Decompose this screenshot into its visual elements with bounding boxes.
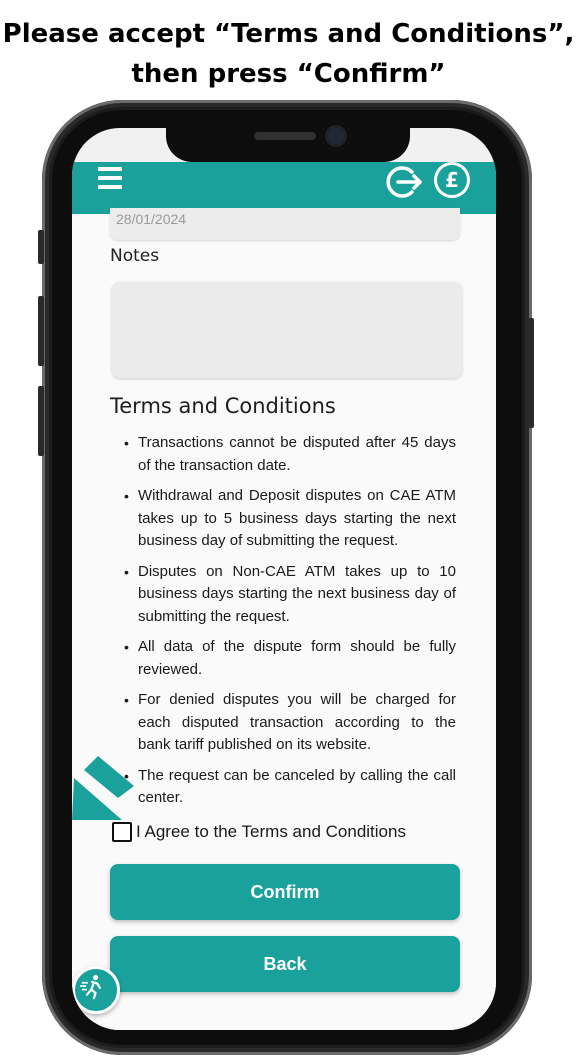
notes-input[interactable] [112,282,462,378]
phone-camera [328,128,344,144]
pound-currency-icon[interactable]: £ [434,162,470,198]
teal-arrow-icon [72,756,134,822]
terms-item: • Disputes on Non-CAE ATM takes up to 10 business days starting the next business day of submitting the request. [124,561,456,629]
phone-screen [72,128,496,1030]
terms-title: Terms and Conditions [110,394,336,418]
instruction-line-1: Please accept “Terms and Conditions”, [2,19,575,49]
back-button[interactable]: Back [110,936,460,992]
notes-label: Notes [110,246,160,266]
terms-item: • The request can be canceled by calling the call center. [124,765,456,810]
confirm-button[interactable]: Confirm [110,864,460,920]
phone-side-button [38,230,44,264]
terms-list [124,432,456,818]
phone-side-button [528,318,534,428]
phone-speaker [254,132,316,140]
instruction-line-2: then press “Confirm” [131,59,446,89]
agree-label[interactable]: I Agree to the Terms and Conditions [136,822,406,841]
running-person-icon[interactable] [72,966,120,1014]
app-bar [72,162,496,214]
instruction-text [0,14,577,94]
phone-side-button [38,296,44,366]
terms-item: • All data of the dispute form should be fully reviewed. [124,636,456,681]
terms-item: • For denied disputes you will be charged for each disputed transaction according to the bank tariff published on its website. [124,689,456,757]
agree-checkbox[interactable] [112,822,132,842]
phone-side-button [38,386,44,456]
date-field[interactable]: 28/01/2024 [110,208,460,240]
dispute-form [72,211,496,1030]
hamburger-menu-icon[interactable] [98,167,122,193]
logout-icon[interactable] [384,162,424,202]
terms-item: • Withdrawal and Deposit disputes on CAE ATM takes up to 5 business days starting the next business day of submitting the request. [124,485,456,553]
agree-row[interactable] [112,820,406,844]
running-person-glyph [75,969,111,1005]
terms-item: • Transactions cannot be disputed after 45 days of the transaction date. [124,432,456,477]
